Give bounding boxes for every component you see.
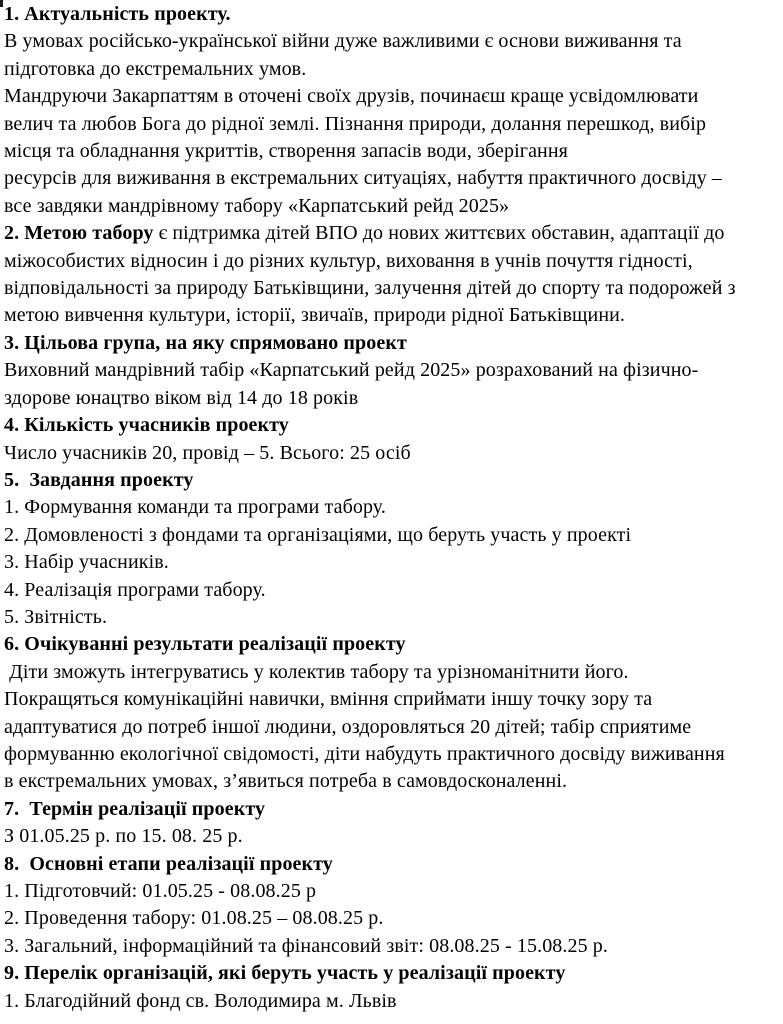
paragraph-line bbox=[4, 357, 779, 384]
section-heading bbox=[4, 330, 779, 357]
text-run: Виховний мандрівний табір «Карпатський рейд 2025» розрахований на фізично- bbox=[4, 359, 699, 382]
bold-text-run: 1. Актуальність проекту. bbox=[4, 3, 231, 25]
text-run: відповідальності за природу Батьківщини, залучення дітей до спорту та подорожей з bbox=[4, 277, 736, 300]
section-heading bbox=[4, 1, 779, 28]
text-run: адаптуватися до потреб іншої людини, оздоровляться 20 дітей; табір сприятиме bbox=[4, 715, 692, 738]
paragraph-line bbox=[4, 549, 779, 576]
paragraph-line bbox=[4, 577, 779, 604]
bold-text-run: 9. Перелік організацій, які беруть участь у реалізації проекту bbox=[4, 962, 566, 985]
paragraph-line bbox=[4, 741, 779, 768]
paragraph-line bbox=[4, 138, 779, 165]
bold-text-run: 5. Завдання проекту bbox=[4, 468, 194, 491]
text-run: 2. Домовленості з фондами та організаціями, що беруть участь у проекті bbox=[4, 523, 632, 546]
paragraph-line bbox=[4, 56, 779, 83]
text-run: здорове юнацтво віком від 14 до 18 років bbox=[4, 386, 359, 409]
paragraph-line bbox=[4, 659, 779, 686]
paragraph-line bbox=[4, 302, 779, 329]
text-run: ресурсів для виживання в екстремальних ситуаціях, набуття практичного досвіду – bbox=[4, 167, 723, 190]
paragraph-line bbox=[4, 933, 779, 960]
bold-text-run: 3. Цільова група, на яку спрямовано проект bbox=[4, 331, 407, 354]
scan-corner-artifact bbox=[0, 0, 3, 7]
paragraph-line bbox=[4, 440, 779, 467]
text-run: формуванню екологічної свідомості, діти набудуть практичного досвіду виживання bbox=[4, 742, 725, 765]
paragraph-line bbox=[4, 28, 779, 55]
section-heading bbox=[4, 851, 779, 878]
paragraph-line bbox=[4, 878, 779, 905]
bold-text-run: 8. Основні етапи реалізації проекту bbox=[4, 852, 333, 875]
text-run: 2. Проведення табору: 01.08.25 – 08.08.25 р. bbox=[4, 907, 384, 930]
section-heading bbox=[4, 631, 779, 658]
text-run: місця та обладнання укриттів, створення запасів води, зберігання bbox=[4, 140, 568, 163]
section-heading bbox=[4, 467, 779, 494]
paragraph-line bbox=[4, 111, 779, 138]
paragraph-line bbox=[4, 83, 779, 110]
section-heading bbox=[4, 796, 779, 823]
text-run: Покращяться комунікаційні навички, вміння сприймати іншу точку зору та bbox=[4, 688, 653, 711]
text-run: З 01.05.25 р. по 15. 08. 25 р. bbox=[4, 825, 243, 848]
paragraph-line bbox=[4, 248, 779, 275]
text-run: 4. Реалізація програми табору. bbox=[4, 578, 266, 601]
bold-text-run: 2. Метою табору bbox=[4, 222, 154, 245]
text-run: все завдяки мандрівному табору «Карпатський рейд 2025» bbox=[4, 194, 510, 217]
bold-text-run: 4. Кількість учасників проекту bbox=[4, 414, 289, 437]
text-run: 5. Звітність. bbox=[4, 605, 108, 628]
section-heading bbox=[4, 220, 779, 247]
text-run: в екстремальних умовах, з’явиться потреба в самовдосконаленні. bbox=[4, 770, 568, 793]
text-run: Діти зможуть інтегруватись у колектив табору та урізноманітнити його. bbox=[4, 660, 629, 683]
paragraph-line bbox=[4, 823, 779, 850]
text-run: 1. Формування команди та програми табору. bbox=[4, 496, 386, 519]
section-heading bbox=[4, 412, 779, 439]
bold-text-run: 7. Термін реалізації проекту bbox=[4, 797, 266, 820]
paragraph-line bbox=[4, 385, 779, 412]
paragraph-line bbox=[4, 686, 779, 713]
paragraph-line bbox=[4, 522, 779, 549]
section-heading bbox=[4, 960, 779, 987]
text-run: метою вивчення культури, історії, звичаїв, природи рідної Батьківщини. bbox=[4, 304, 626, 327]
paragraph-line bbox=[4, 193, 779, 220]
paragraph-line bbox=[4, 604, 779, 631]
bold-text-run: 6. Очікуванні результати реалізації проекту bbox=[4, 633, 406, 656]
text-run: 3. Набір учасників. bbox=[4, 551, 169, 574]
paragraph-line bbox=[4, 165, 779, 192]
text-run: 1. Підготовчий: 01.05.25 - 08.08.25 р bbox=[4, 880, 317, 902]
text-run: 3. Загальний, інформаційний та фінансовий звіт: 08.08.25 - 15.08.25 р. bbox=[4, 934, 608, 957]
paragraph-line bbox=[4, 905, 779, 932]
paragraph-line bbox=[4, 275, 779, 302]
text-run: Мандруючи Закарпаттям в оточені своїх друзів, починаєш краще усвідомлювати bbox=[4, 85, 699, 108]
text-run: міжособистих відносин і до різних культур, виховання в учнів почуття гідності, bbox=[4, 249, 693, 272]
text-run: Число учасників 20, провід – 5. Всього: 25 осіб bbox=[4, 441, 411, 464]
text-run: велич та любов Бога до рідної землі. Пізнання природи, долання перешкод, вибір bbox=[4, 112, 707, 135]
text-run: 1. Благодійний фонд св. Володимира м. Львів bbox=[4, 989, 397, 1012]
text-run: є підтримка дітей ВПО до нових життєвих обставин, адаптації до bbox=[153, 222, 725, 245]
paragraph-line bbox=[4, 714, 779, 741]
text-run: підготовка до екстремальних умов. bbox=[4, 57, 307, 80]
paragraph-line bbox=[4, 988, 779, 1015]
paragraph-line bbox=[4, 768, 779, 795]
text-run: В умовах російсько-української війни дуже важливими є основи виживання та bbox=[4, 30, 682, 53]
paragraph-line bbox=[4, 494, 779, 521]
